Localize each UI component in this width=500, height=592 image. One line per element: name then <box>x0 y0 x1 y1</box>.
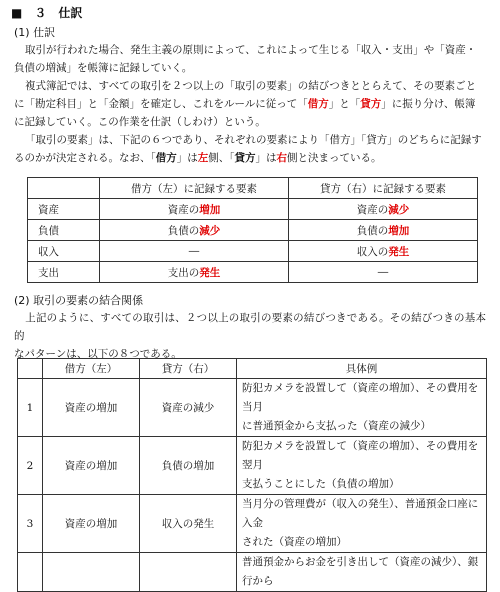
table-header-row <box>18 359 487 379</box>
table-row: 負債 負債の減少 負債の増加 <box>28 220 478 241</box>
subsection-title-2: (2) 取引の要素の結合関係 <box>14 294 144 307</box>
combination-table <box>17 358 487 592</box>
header-debit: 借方（左） <box>43 359 140 379</box>
header-credit: 貸方（右） <box>140 359 237 379</box>
header-debit: 借方（左）に記録する要素 <box>100 178 289 199</box>
section-title: ■ ３ 仕訳 <box>11 6 83 20</box>
header-example: 具体例 <box>237 359 487 379</box>
table-header-row <box>28 178 478 199</box>
paragraph-3: 「取引の要素」は、下記の６つであり、それぞれの要素により「借方」「貸方」のどちらに記録す るのかが決定される。なお、「借方」は左側、「貸方」は右側と決まっている。 <box>14 134 482 165</box>
table-row: 普通預金からお金を引き出して（資産の減少）、銀行から <box>18 553 487 592</box>
table-row: 資産 資産の増加 資産の減少 <box>28 199 478 220</box>
subsection-title-1: (1) 仕訳 <box>14 26 56 39</box>
header-credit: 貸方（右）に記録する要素 <box>289 178 478 199</box>
table-row: 収入 ― 収入の発生 <box>28 241 478 262</box>
table-row: 3 資産の増加 収入の発生 当月分の管理費が（収入の発生）、普通預金口座に入金 された（資産の増加） <box>18 495 487 553</box>
paragraph-2: 複式簿記では、すべての取引を２つ以上の「取引の要素」の結びつきととらえて、その要素ごと に「勘定科目」と「金額」を確定し、これをルールに従って「借方」と「貸方」に振り分け、帳簿 に記録していく。この作業を仕訳（しわけ）という。 <box>14 80 477 129</box>
table-row: 支出 支出の発生 ― <box>28 262 478 283</box>
paragraph-1: 取引が行われた場合、発生主義の原則によって、これによって生じる「収入・支出」や「資産・ 負債の増減」を帳簿に記録していく。 <box>14 44 477 75</box>
element-table <box>27 177 478 283</box>
table-row: 1 資産の増加 資産の減少 防犯カメラを設置して（資産の増加）、その費用を当月 に普通預金から支払った（資産の減少） <box>18 379 487 437</box>
table-row: 2 資産の増加 負債の増加 防犯カメラを設置して（資産の増加）、その費用を翌月 支払うことにした（負債の増加） <box>18 437 487 495</box>
paragraph-4: 上記のように、すべての取引は、２つ以上の取引の要素の結びつきである。その結びつきの基本的 なパターンは、以下の８つである。 <box>14 312 486 361</box>
